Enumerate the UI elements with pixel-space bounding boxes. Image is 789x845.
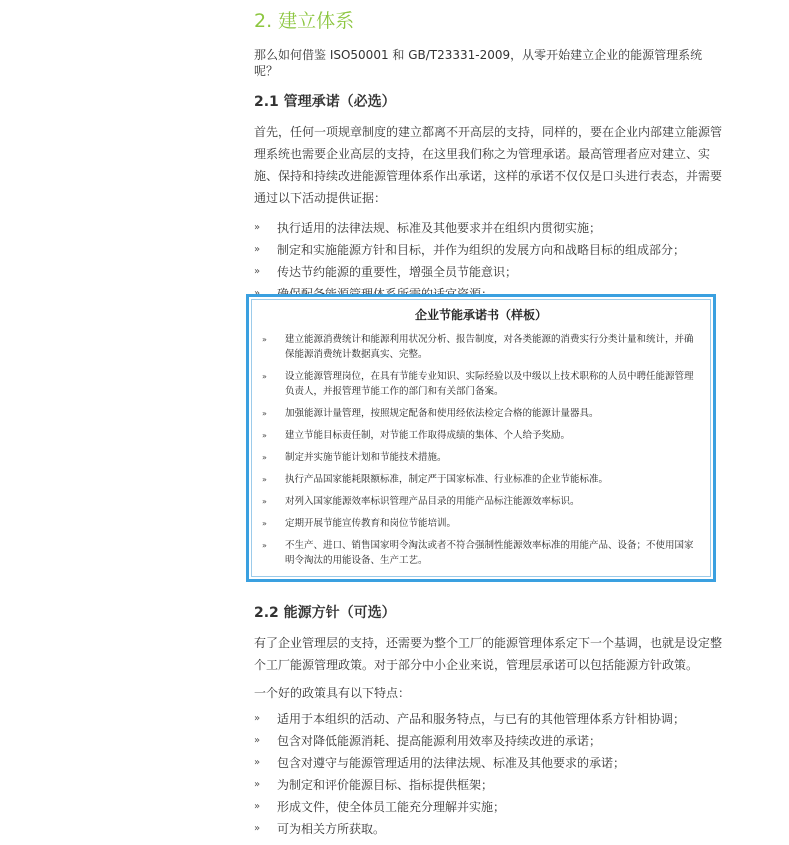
pledge-item: [252, 406, 710, 421]
bullet-icon: »: [254, 222, 261, 233]
bullet-icon: »: [262, 453, 267, 462]
policy-lead-text: 一个好的政策具有以下特点：: [254, 686, 411, 700]
list-item-text: 为制定和评价能源目标、指标提供框架；: [277, 778, 494, 792]
pledge-item: [252, 516, 710, 531]
bullet-icon: »: [254, 801, 261, 812]
article-top: [254, 0, 724, 327]
list-item: [254, 818, 724, 840]
pledge-item-text: 建立能源消费统计和能源利用状况分析、报告制度，对各类能源的消费实行分类计量和统计，并确保能源消费统计数据真实、完整。: [285, 334, 694, 360]
pledge-item: [252, 472, 710, 487]
list-item: [254, 752, 724, 774]
bullet-icon: »: [262, 519, 267, 528]
pledge-item: [252, 369, 710, 399]
pledge-item-text: 制定并实施节能计划和节能技术措施。: [285, 452, 447, 463]
bullet-icon: »: [262, 372, 267, 381]
bullet-icon: »: [262, 541, 267, 550]
pledge-item: [252, 450, 710, 465]
list-item-text: 传达节约能源的重要性，增强全员节能意识；: [277, 265, 518, 279]
bullet-icon: »: [254, 266, 261, 277]
list-item-text: 包含对降低能源消耗、提高能源利用效率及持续改进的承诺；: [277, 734, 602, 748]
pledge-list: [252, 332, 710, 568]
pledge-title: 企业节能承诺书（样板）: [414, 308, 547, 322]
section-title: 2. 建立体系: [254, 10, 355, 32]
pledge-item: [252, 428, 710, 443]
pledge-item-text: 设立能源管理岗位，在具有节能专业知识、实际经验以及中级以上技术职称的人员中聘任能源管理负责人，并报管理节能工作的部门和有关部门备案。: [285, 371, 694, 397]
bullet-icon: »: [254, 713, 261, 724]
subsection-paragraph-2-2: 有了企业管理层的支持，还需要为整个工厂的能源管理体系定下一个基调，也就是设定整个工厂能源管理政策。对于部分中小企业来说，管理层承诺可以包括能源方针政策。: [254, 636, 723, 672]
bullet-icon: »: [254, 757, 261, 768]
pledge-item-text: 定期开展节能宣传教育和岗位节能培训。: [285, 518, 457, 529]
list-item-text: 包含对遵守与能源管理适用的法律法规、标准及其他要求的承诺；: [277, 756, 626, 770]
pledge-item: [252, 332, 710, 362]
list-item: [254, 217, 724, 239]
pledge-item-text: 执行产品国家能耗限额标准，制定严于国家标准、行业标准的企业节能标准。: [285, 474, 609, 485]
pledge-item-text: 对列入国家能源效率标识管理产品目录的用能产品标注能源效率标识。: [285, 496, 580, 507]
bullet-icon: »: [254, 779, 261, 790]
bullet-icon: »: [254, 244, 261, 255]
subsection-paragraph-2-1: 首先，任何一项规章制度的建立都离不开高层的支持，同样的，要在企业内部建立能源管理系统也需要企业高层的支持，在这里我们称之为管理承诺。最高管理者应对建立、实施、保持和持续改进能源管理体系作出承诺，这样的承诺不仅仅是口头进行表态，并需要通过以下活动提供证据：: [254, 125, 723, 205]
list-item-text: 制定和实施能源方针和目标，并作为组织的发展方向和战略目标的组成部分；: [277, 243, 686, 257]
bullet-icon: »: [254, 735, 261, 746]
pledge-item: [252, 494, 710, 509]
list-item: [254, 730, 724, 752]
list-item: [254, 774, 724, 796]
list-item: [254, 796, 724, 818]
pledge-sample-box: [246, 294, 716, 582]
bullet-icon: »: [262, 335, 267, 344]
list-item-text: 形成文件，使全体员工能充分理解并实施；: [277, 800, 506, 814]
list-item: [254, 261, 724, 283]
bullet-icon: »: [262, 409, 267, 418]
pledge-item-text: 加强能源计量管理，按照规定配备和使用经依法检定合格的能源计量器具。: [285, 408, 599, 419]
list-item-text: 适用于本组织的活动、产品和服务特点，与已有的其他管理体系方针相协调；: [277, 712, 686, 726]
list-item-text: 执行适用的法律法规、标准及其他要求并在组织内贯彻实施；: [277, 221, 602, 235]
subsection-title-2-2: 2.2 能源方针（可选）: [254, 605, 396, 621]
article-bottom: [254, 604, 724, 840]
pledge-inner-frame: [251, 299, 711, 577]
list-item: [254, 239, 724, 261]
pledge-item-text: 建立节能目标责任制，对节能工作取得成绩的集体、个人给予奖励。: [285, 430, 571, 441]
bullet-icon: »: [262, 475, 267, 484]
bullet-icon: »: [262, 431, 267, 440]
subsection-title-2-1: 2.1 管理承诺（必选）: [254, 94, 396, 110]
list-item-text: 可为相关方所获取。: [277, 822, 386, 836]
pledge-item-text: 不生产、进口、销售国家明令淘汰或者不符合强制性能源效率标准的用能产品、设备；不使用国家明令淘汰的用能设备、生产工艺。: [285, 540, 694, 566]
list-item: [254, 708, 724, 730]
policy-features-list: [254, 708, 724, 840]
bullet-icon: »: [254, 823, 261, 834]
pledge-item: [252, 538, 710, 568]
bullet-icon: »: [262, 497, 267, 506]
section-intro: 那么如何借鉴 ISO50001 和 GB/T23331-2009，从零开始建立企业的能源管理系统呢？: [254, 48, 703, 78]
